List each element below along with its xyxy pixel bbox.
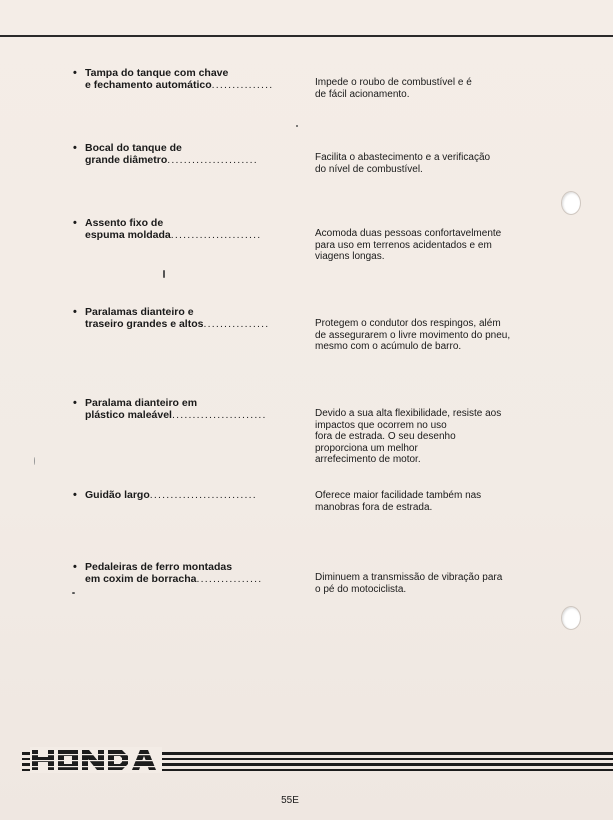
feature-name bbox=[85, 142, 305, 166]
feature-line: plástico maleável bbox=[85, 409, 172, 421]
bullet: • bbox=[73, 306, 77, 318]
punch-hole-upper bbox=[561, 191, 581, 215]
feature-line: em coxim de borracha bbox=[85, 573, 197, 585]
feature-line: e fechamento automático bbox=[85, 79, 212, 91]
feature-name bbox=[85, 397, 305, 421]
top-rule bbox=[0, 35, 613, 37]
scan-speck bbox=[163, 270, 165, 278]
feature-line: Paralamas dianteiro e bbox=[85, 306, 194, 318]
bullet: • bbox=[73, 67, 77, 79]
honda-logo bbox=[30, 747, 162, 773]
feature-line: traseiro grandes e altos bbox=[85, 318, 204, 330]
feature-name bbox=[85, 561, 305, 585]
bullet: • bbox=[73, 397, 77, 409]
feature-benefit: Devido a sua alta flexibilidade, resiste aos impactos que ocorrem no uso fora de estrada. O seu desenho proporciona um melhor arrefecimento de motor. bbox=[315, 408, 502, 465]
bullet: • bbox=[73, 217, 77, 229]
bullet: • bbox=[73, 142, 77, 154]
feature-line: espuma moldada bbox=[85, 229, 171, 241]
feature-benefit: Acomoda duas pessoas confortavelmente para uso em terrenos acidentados e em viagens longas. bbox=[315, 228, 502, 262]
feature-name bbox=[85, 217, 305, 241]
dot-leader: ....................... bbox=[171, 409, 267, 421]
dot-leader: ................ bbox=[203, 318, 270, 330]
bullet: • bbox=[73, 561, 77, 573]
dot-leader: ............... bbox=[211, 79, 274, 91]
scan-speck bbox=[34, 457, 35, 465]
feature-line: Assento fixo de bbox=[85, 217, 164, 229]
feature-line: Bocal do tanque de bbox=[85, 142, 182, 154]
feature-line: Paralama dianteiro em bbox=[85, 397, 198, 409]
feature-line: Guidão largo bbox=[85, 489, 150, 501]
dot-leader: ...................... bbox=[167, 154, 258, 166]
dot-leader: .......................... bbox=[149, 489, 257, 501]
feature-benefit: Facilita o abastecimento e a verificação do nível de combustível. bbox=[315, 152, 491, 175]
feature-line: Pedaleiras de ferro montadas bbox=[85, 561, 233, 573]
page-number: 55E bbox=[281, 795, 299, 806]
bullet: • bbox=[73, 489, 77, 501]
dot-leader: ...................... bbox=[170, 229, 262, 241]
feature-name bbox=[85, 489, 305, 501]
feature-benefit: Oferece maior facilidade também nas manobras fora de estrada. bbox=[315, 490, 482, 513]
scan-speck bbox=[296, 125, 298, 127]
scan-speck bbox=[72, 592, 75, 594]
punch-hole-lower bbox=[561, 606, 581, 630]
dot-leader: ................ bbox=[196, 573, 263, 585]
feature-benefit: Diminuem a transmissão de vibração para o pé do motociclista. bbox=[315, 572, 503, 595]
feature-benefit: Impede o roubo de combustível e é de fácil acionamento. bbox=[315, 77, 472, 100]
feature-line: grande diâmetro bbox=[85, 154, 168, 166]
feature-name bbox=[85, 67, 305, 91]
feature-benefit: Protegem o condutor dos respingos, além de assegurarem o livre movimento do pneu, mesmo com o acúmulo de barro. bbox=[315, 318, 511, 352]
feature-line: Tampa do tanque com chave bbox=[85, 67, 229, 79]
feature-name bbox=[85, 306, 305, 330]
